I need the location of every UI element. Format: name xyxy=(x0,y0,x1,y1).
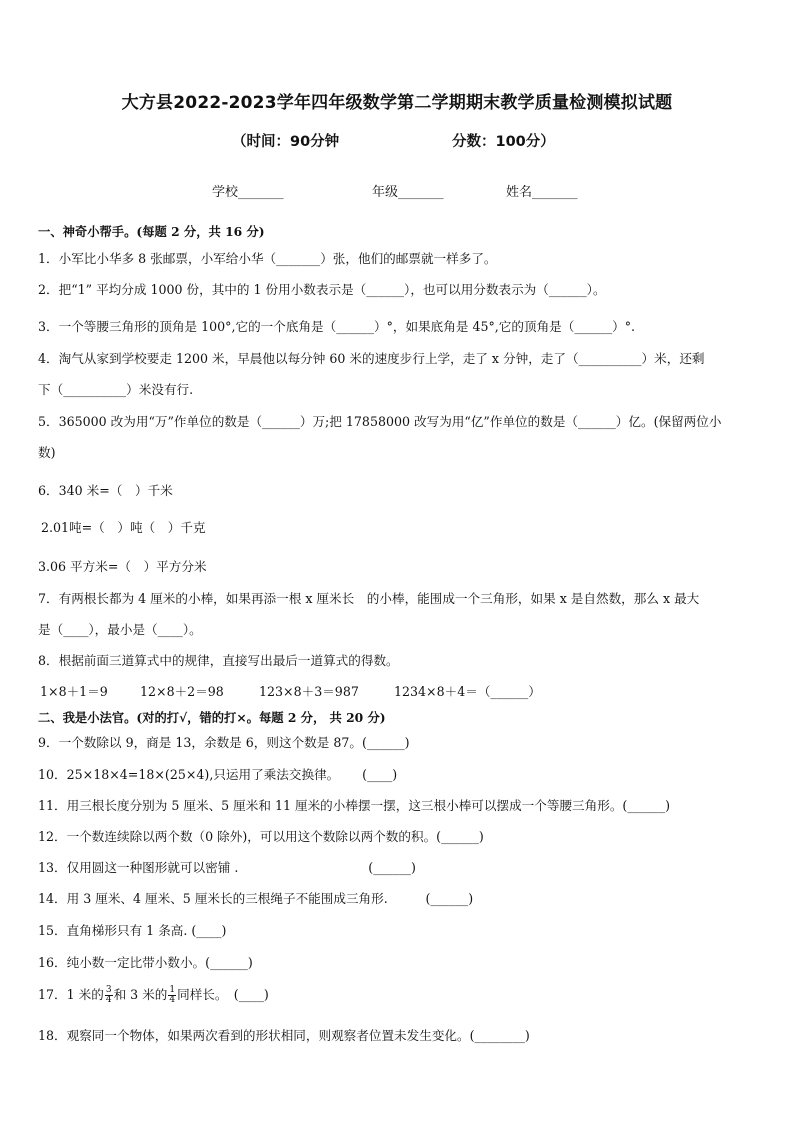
question-7-line-2: 是（____），最小是（____）。 xyxy=(38,622,202,637)
school-field[interactable]: 学校_______ xyxy=(212,185,284,200)
expression-4: 1234×8＋4＝（______） xyxy=(394,684,541,699)
question-6-c: 3.06 平方米=（ ）平方分米 xyxy=(38,559,207,574)
fraction xyxy=(168,986,176,1005)
question-2: 2．把“1” 平均分成 1000 份，其中的 1 份用小数表示是（______），也可以用分数表示为（______）。 xyxy=(38,282,606,297)
question-5-line-1: 5．365000 改为用“万”作单位的数是（______）万;把 17858000 改写为用“亿”作单位的数是（______）亿。(保留两位小 xyxy=(38,414,722,429)
question-16: 16．纯小数一定比带小数小。(______) xyxy=(38,955,253,970)
expression-3: 123×8＋3＝987 xyxy=(259,684,359,699)
question-6-b: 2.01吨=（ ）吨（ ）千克 xyxy=(41,520,206,535)
name-field[interactable]: 姓名_______ xyxy=(506,185,578,200)
question-1: 1．小军比小华多 8 张邮票，小军给小华（_______）张，他们的邮票就一样多了。 xyxy=(38,251,497,266)
fraction-denominator: 4 xyxy=(105,995,112,1005)
section-heading: 一、神奇小帮手。(每题 2 分，共 16 分) xyxy=(38,224,265,239)
question-8: 8．根据前面三道算式中的规律，直接写出最后一道算式的得数。 xyxy=(38,653,399,668)
question-18: 18．观察同一个物体，如果两次看到的形状相同，则观察者位置未发生变化。(________) xyxy=(38,1028,530,1043)
fraction xyxy=(105,986,113,1005)
fraction-denominator: 4 xyxy=(169,995,176,1005)
question-17-mid: 和 3 米的 xyxy=(113,987,168,1002)
expression-2: 12×8＋2＝98 xyxy=(140,684,224,699)
exam-score: 分数：100分） xyxy=(452,134,555,150)
expression-1: 1×8＋1＝9 xyxy=(40,684,108,699)
question-10: 10．25×18×4=18×(25×4),只运用了乘法交换律。 (____) xyxy=(38,767,398,782)
question-12: 12．一个数连续除以两个数（0 除外)，可以用这个数除以两个数的积。(______) xyxy=(38,829,484,844)
question-4-line-1: 4．淘气从家到学校要走 1200 米，早晨他以每分钟 60 米的速度步行上学，走了 x 分钟，走了（__________）米，还剩 xyxy=(38,351,705,366)
question-5-line-2: 数) xyxy=(38,445,56,460)
grade-field[interactable]: 年级_______ xyxy=(372,185,444,200)
question-15: 15．直角梯形只有 1 条高. (____) xyxy=(38,923,227,938)
question-4-line-2: 下（__________）米没有行. xyxy=(38,382,194,397)
question-9: 9．一个数除以 9，商是 13，余数是 6，则这个数是 87。(______) xyxy=(38,735,410,750)
page-title: 大方县2022-2023学年四年级数学第二学期期末教学质量检测模拟试题 xyxy=(121,93,673,113)
question-7-line-1: 7．有两根长都为 4 厘米的小棒，如果再添一根 x 厘米长 的小棒，能围成一个三角形，如果 x 是自然数，那么 x 最大 xyxy=(38,591,700,606)
question-14: 14．用 3 厘米、4 厘米、5 厘米长的三根绳子不能围成三角形. (______) xyxy=(38,891,474,906)
question-17 xyxy=(38,986,269,1005)
question-17-prefix: 17．1 米的 xyxy=(38,987,104,1002)
question-11: 11．用三根长度分别为 5 厘米、5 厘米和 11 厘米的小棒摆一摆，这三根小棒可以摆成一个等腰三角形。(______) xyxy=(38,798,671,813)
exam-time: （时间：90分钟 xyxy=(232,134,340,150)
fraction-numerator: 1 xyxy=(169,985,176,995)
question-17-suffix: 同样长。 (____) xyxy=(177,987,269,1002)
question-13: 13．仅用圆这一种图形就可以密铺 . (______) xyxy=(38,860,416,875)
fraction-numerator: 3 xyxy=(105,985,112,995)
question-6-a: 6．340 米=（ ）千米 xyxy=(38,483,173,498)
question-3: 3．一个等腰三角形的顶角是 100°,它的一个底角是（______）°，如果底角是 45°,它的顶角是（______）°. xyxy=(38,319,636,334)
section-heading: 二、我是小法官。(对的打√，错的打×。每题 2 分， 共 20 分) xyxy=(38,710,386,725)
